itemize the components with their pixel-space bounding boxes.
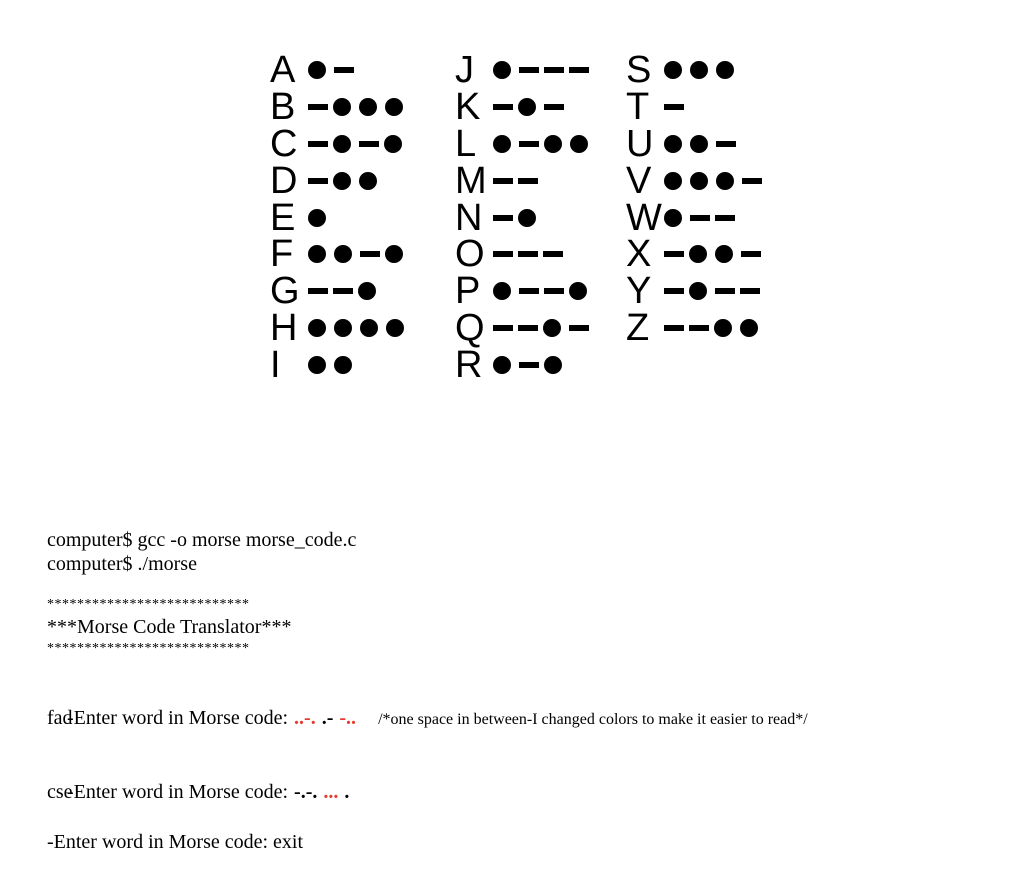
morse-dot	[308, 245, 326, 263]
prompt-label-1: -Enter word in Morse code:	[67, 707, 289, 729]
chart-entry-n	[455, 196, 596, 239]
chart-entry-p	[455, 270, 596, 313]
chart-entry-y	[626, 270, 767, 313]
chart-letter: W	[626, 196, 662, 239]
morse-dot	[544, 135, 562, 153]
chart-letter: K	[455, 86, 481, 129]
morse-dash	[518, 251, 538, 257]
chart-letter: I	[270, 343, 281, 386]
chart-entry-j	[455, 49, 596, 92]
morse-dot	[714, 319, 732, 337]
morse-dot	[359, 172, 377, 190]
compile-command: computer$ gcc -o morse morse_code.c	[47, 529, 357, 551]
chart-code	[664, 209, 740, 227]
chart-code	[308, 98, 411, 116]
morse-dash	[518, 325, 538, 331]
morse-token: ..-.	[294, 707, 316, 729]
morse-token: .	[344, 781, 350, 803]
morse-dash	[689, 325, 709, 331]
chart-letter: J	[455, 49, 474, 92]
terminal-output	[47, 528, 1007, 854]
chart-entry-q	[455, 306, 596, 349]
color-comment: /*one space in between-I changed colors to make it easier to read*/	[378, 711, 808, 728]
morse-dot	[690, 135, 708, 153]
chart-column-2	[455, 49, 596, 386]
stars-bottom: ***************************	[47, 641, 250, 656]
chart-letter: H	[270, 306, 298, 349]
chart-entry-e	[270, 196, 412, 239]
morse-dash	[519, 288, 539, 294]
morse-dash	[334, 67, 354, 73]
chart-entry-t	[626, 86, 767, 129]
morse-dash	[544, 104, 564, 110]
chart-code	[308, 356, 360, 374]
morse-token: ...	[323, 781, 339, 803]
morse-dash	[493, 178, 513, 184]
morse-dot	[518, 98, 536, 116]
chart-code	[308, 209, 334, 227]
chart-letter: N	[455, 196, 483, 239]
prompt-label-2: -Enter word in Morse code:	[67, 781, 289, 803]
chart-entry-o	[455, 233, 596, 276]
morse-dot	[664, 172, 682, 190]
chart-code	[308, 245, 411, 263]
morse-dot	[544, 356, 562, 374]
morse-dash	[519, 362, 539, 368]
chart-letter: P	[455, 270, 481, 313]
chart-letter: Z	[626, 306, 650, 349]
chart-entry-k	[455, 86, 596, 129]
morse-dot	[493, 356, 511, 374]
chart-letter: U	[626, 122, 654, 165]
morse-dot	[359, 98, 377, 116]
chart-entry-s	[626, 49, 767, 92]
morse-input-2	[288, 781, 349, 803]
chart-letter: B	[270, 86, 296, 129]
morse-dot	[493, 282, 511, 300]
chart-entry-v	[626, 159, 767, 202]
morse-dot	[308, 356, 326, 374]
chart-entry-x	[626, 233, 767, 276]
chart-code	[308, 172, 385, 190]
morse-dash	[544, 288, 564, 294]
chart-code	[493, 251, 568, 257]
chart-letter: C	[270, 122, 298, 165]
morse-dot	[493, 135, 511, 153]
prompt-line-3: -Enter word in Morse code: exit	[47, 831, 304, 853]
morse-dot	[333, 135, 351, 153]
chart-entry-d	[270, 159, 412, 202]
morse-dash	[519, 141, 539, 147]
morse-dash	[308, 178, 328, 184]
chart-code	[493, 178, 543, 184]
chart-code	[308, 61, 359, 79]
morse-dot	[334, 356, 352, 374]
morse-dash	[664, 251, 684, 257]
morse-dash	[519, 67, 539, 73]
output-line-1: fad	[47, 707, 73, 729]
morse-dot	[689, 282, 707, 300]
morse-dash	[716, 141, 736, 147]
chart-code	[664, 282, 765, 300]
chart-code	[664, 61, 742, 79]
chart-column-3	[626, 49, 767, 349]
morse-dash	[569, 325, 589, 331]
morse-dot	[518, 209, 536, 227]
morse-dot	[664, 135, 682, 153]
chart-code	[664, 135, 741, 153]
chart-code	[493, 319, 594, 337]
chart-letter: S	[626, 49, 652, 92]
chart-letter: M	[455, 159, 487, 202]
morse-token: .-	[321, 707, 334, 729]
chart-entry-r	[455, 343, 596, 386]
chart-code	[493, 61, 594, 79]
morse-dot	[570, 135, 588, 153]
chart-code	[493, 282, 595, 300]
morse-dash	[715, 215, 735, 221]
chart-entry-c	[270, 122, 412, 165]
morse-dot	[385, 98, 403, 116]
morse-dot	[334, 245, 352, 263]
morse-dot	[308, 319, 326, 337]
morse-dash	[493, 325, 513, 331]
translator-title: ***Morse Code Translator***	[47, 616, 292, 638]
chart-entry-z	[626, 306, 767, 349]
stars-top: ***************************	[47, 597, 250, 612]
morse-dash	[740, 288, 760, 294]
chart-code	[664, 104, 689, 110]
morse-dot	[569, 282, 587, 300]
chart-entry-u	[626, 122, 767, 165]
morse-dash	[690, 215, 710, 221]
morse-dash	[664, 104, 684, 110]
morse-dot	[740, 319, 758, 337]
chart-letter: Y	[626, 270, 652, 313]
chart-letter: D	[270, 159, 298, 202]
morse-dash	[741, 251, 761, 257]
morse-input-1	[288, 707, 356, 729]
chart-letter: V	[626, 159, 652, 202]
chart-column-1	[270, 49, 412, 386]
chart-entry-w	[626, 196, 767, 239]
morse-dot	[386, 319, 404, 337]
chart-code	[493, 209, 544, 227]
chart-code	[493, 135, 596, 153]
morse-dash	[333, 288, 353, 294]
morse-dash	[518, 178, 538, 184]
morse-dash	[664, 288, 684, 294]
chart-letter: X	[626, 233, 652, 276]
morse-dot	[543, 319, 561, 337]
morse-token: -.-.	[294, 781, 318, 803]
chart-letter: E	[270, 196, 296, 239]
output-line-2: cse	[47, 781, 73, 803]
morse-dot	[690, 61, 708, 79]
morse-dash	[493, 251, 513, 257]
chart-entry-h	[270, 306, 412, 349]
morse-dot	[308, 61, 326, 79]
morse-dash	[664, 325, 684, 331]
morse-dot	[333, 172, 351, 190]
morse-dash	[569, 67, 589, 73]
chart-letter: O	[455, 233, 485, 276]
chart-letter: F	[270, 233, 294, 276]
morse-dot	[690, 172, 708, 190]
morse-dot	[334, 319, 352, 337]
chart-entry-g	[270, 270, 412, 313]
morse-dot	[333, 98, 351, 116]
morse-dot	[493, 61, 511, 79]
morse-dot	[664, 209, 682, 227]
morse-dot	[716, 61, 734, 79]
chart-letter: A	[270, 49, 296, 92]
chart-entry-m	[455, 159, 596, 202]
morse-dot	[308, 209, 326, 227]
morse-dot	[385, 245, 403, 263]
chart-code	[664, 319, 766, 337]
chart-letter: G	[270, 270, 300, 313]
chart-entry-f	[270, 233, 412, 276]
run-command: computer$ ./morse	[47, 553, 197, 575]
morse-code-chart	[270, 49, 790, 402]
chart-entry-i	[270, 343, 412, 386]
morse-dot	[664, 61, 682, 79]
chart-code	[664, 245, 766, 263]
morse-dot	[384, 135, 402, 153]
morse-dot	[358, 282, 376, 300]
chart-letter: Q	[455, 306, 485, 349]
chart-code	[308, 282, 384, 300]
chart-letter: L	[455, 122, 477, 165]
morse-dash	[493, 215, 513, 221]
chart-entry-a	[270, 49, 412, 92]
morse-dash	[360, 251, 380, 257]
chart-code	[308, 135, 410, 153]
morse-dash	[544, 67, 564, 73]
morse-dash	[308, 288, 328, 294]
chart-code	[308, 319, 412, 337]
morse-dash	[493, 104, 513, 110]
chart-code	[493, 98, 569, 116]
chart-letter: R	[455, 343, 483, 386]
chart-entry-l	[455, 122, 596, 165]
morse-token: -..	[339, 707, 357, 729]
morse-dash	[359, 141, 379, 147]
chart-letter: T	[626, 86, 650, 129]
morse-dot	[360, 319, 378, 337]
morse-dash	[543, 251, 563, 257]
morse-dash	[742, 178, 762, 184]
morse-dot	[716, 172, 734, 190]
chart-code	[664, 172, 767, 190]
morse-dash	[308, 141, 328, 147]
morse-dot	[689, 245, 707, 263]
morse-dash	[308, 104, 328, 110]
morse-dot	[715, 245, 733, 263]
morse-dash	[715, 288, 735, 294]
chart-entry-b	[270, 86, 412, 129]
chart-code	[493, 356, 570, 374]
